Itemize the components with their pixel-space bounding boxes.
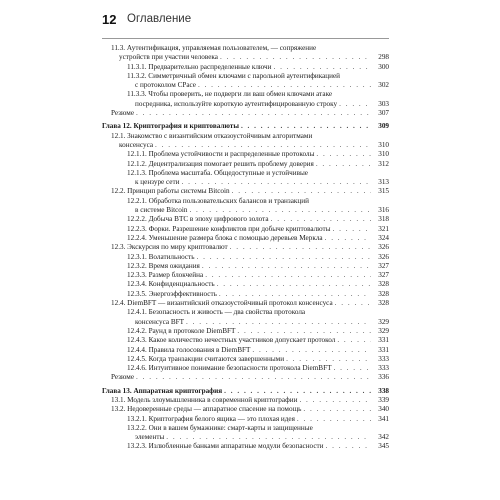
toc-entry-title: 12.2.3. Форки. Разрешение конфликтов при добыче криптовалюты: [127, 224, 331, 233]
toc-entry: [102, 373, 389, 382]
toc-entry-title: 12.4.4. Правила голосования в DiemBFT: [127, 345, 251, 354]
toc-page-number: 345: [378, 442, 389, 451]
toc-entry-title: 12.4.5. Когда транзакции считаются завершенными: [127, 354, 285, 363]
toc-page-number: 307: [378, 109, 389, 118]
toc-entry: [102, 336, 389, 345]
leader-dots: [316, 150, 371, 159]
toc-entry: [102, 415, 389, 424]
running-title: Оглавление: [127, 13, 192, 25]
toc-entry-title-cont: консенсуса BFT: [135, 317, 185, 326]
toc-entry-title: 12.4.1. Безопасность и живость — два свойства протокола: [127, 308, 306, 317]
toc-entry: [102, 160, 389, 169]
leader-dots: [224, 387, 371, 396]
toc-entry: [102, 44, 389, 63]
leader-dots: [333, 364, 371, 373]
leader-dots: [299, 396, 371, 405]
toc-page-number: 340: [378, 405, 389, 414]
toc-entry-title: 12.2. Принцип работы системы Bitcoin: [111, 187, 230, 196]
toc-entry: [102, 442, 389, 451]
toc-page-number: 300: [378, 62, 389, 71]
toc-page-number: 316: [378, 206, 389, 215]
toc-page-number: 326: [378, 252, 389, 261]
toc-page-number: 331: [378, 336, 389, 345]
toc-entry-title-cont: консенсуса: [119, 140, 154, 149]
leader-dots: [198, 81, 371, 90]
leader-dots: [325, 234, 371, 243]
toc-entry-title: 12.4.2. Раунд в протоколе DiemBFT: [127, 326, 236, 335]
toc-entry-title: Глава 12. Криптография и криптовалюты: [102, 122, 239, 131]
toc-page-number: 328: [378, 280, 389, 289]
toc-entry: [102, 109, 389, 118]
toc-page-number: 327: [378, 271, 389, 280]
toc-entry-title: 13.2.3. Излюбленные банками аппаратные модули безопасности: [127, 442, 324, 451]
toc-page-number: 318: [378, 215, 389, 224]
toc-entry: [102, 253, 389, 262]
toc-page-number: 310: [378, 150, 389, 159]
leader-dots: [136, 373, 371, 382]
toc-entry: [102, 346, 389, 355]
toc-entry-title-cont: с протоколом CPace: [135, 81, 196, 90]
toc-entry: [102, 243, 389, 252]
toc-entry-title: 13.2.2. Они в вашем бумажнике: смарт-карты и защищенные: [127, 423, 313, 432]
leader-dots: [333, 225, 371, 234]
table-of-contents: [102, 44, 389, 452]
toc-page-number: 333: [378, 354, 389, 363]
toc-page-number: 339: [378, 395, 389, 404]
toc-page-number: 302: [378, 81, 389, 90]
leader-dots: [237, 327, 371, 336]
toc-chapter: [102, 387, 389, 396]
leader-dots: [286, 355, 371, 364]
toc-page-number: 298: [378, 53, 389, 62]
toc-entry: [102, 215, 389, 224]
toc-entry-title: Резюме: [111, 373, 135, 382]
toc-page-number: 336: [378, 373, 389, 382]
leader-dots: [335, 299, 371, 308]
toc-page-number: 315: [378, 187, 389, 196]
toc-page-number: 303: [378, 99, 389, 108]
toc-entry-title: 11.3. Аутентификация, управляемая пользователем, — сопряжение: [111, 44, 317, 52]
toc-entry-title-cont: устройств при участии человека: [119, 53, 218, 62]
toc-entry-title: 12.3.5. Энергоэффективность: [127, 289, 217, 298]
toc-entry: [102, 197, 389, 216]
toc-entry-title: 12.2.1. Обработка пользовательских балансов и транзакций: [127, 196, 309, 205]
toc-page-number: 341: [378, 414, 389, 423]
toc-entry: [102, 299, 389, 308]
toc-entry: [102, 262, 389, 271]
toc-page-number: 328: [378, 289, 389, 298]
toc-entry-title: 11.3.1. Предварительно распределенные ключи: [127, 62, 272, 71]
toc-entry: [102, 132, 389, 151]
toc-page-number: 342: [378, 433, 389, 442]
toc-entry-title: 11.3.2. Симметричный обмен ключами с парольной аутентификацией: [127, 71, 341, 80]
toc-page-number: 312: [378, 159, 389, 168]
toc-entry-title: Глава 13. Аппаратная криптография: [102, 386, 223, 395]
toc-page-number: 324: [378, 233, 389, 242]
leader-dots: [220, 53, 371, 62]
toc-entry-title: 12.4.3. Какое количество нечестных участников допускает протокол: [127, 336, 336, 345]
leader-dots: [166, 433, 371, 442]
toc-entry-title: 12.1.2. Децентрализация помогает решить проблему доверия: [127, 159, 314, 168]
toc-entry-title: 12.1. Знакомство с византийским отказоустойчивым алгоритмами: [111, 131, 313, 140]
toc-entry-title-cont: посредника, используйте короткую аутентифицированную строку: [135, 99, 338, 108]
toc-entry-title: 12.2.2. Добыча BTC в эпоху цифрового золота: [127, 215, 269, 224]
toc-entry-title: 12.3.3. Размер блокчейна: [127, 271, 204, 280]
toc-page-number: 329: [378, 326, 389, 335]
page-number: 12: [102, 12, 117, 27]
toc-entry-title-cont: элементы: [135, 433, 165, 442]
toc-entry-title: 12.3. Экскурсия по миру криптовалют: [111, 243, 228, 252]
toc-page-number: 326: [378, 243, 389, 252]
toc-page-number: 329: [378, 317, 389, 326]
toc-entry: [102, 90, 389, 109]
toc-entry-title: 12.3.4. Конфиденциальность: [127, 280, 215, 289]
header-divider: [102, 38, 389, 39]
leader-dots: [339, 100, 371, 109]
toc-entry-title: 11.3.3. Чтобы проверить, не подверги ли ваш обмен ключами атаке: [127, 90, 333, 99]
leader-dots: [205, 271, 371, 280]
toc-entry: [102, 327, 389, 336]
leader-dots: [197, 253, 371, 262]
toc-entry-title: 12.3.2. Время ожидания: [127, 261, 200, 270]
leader-dots: [273, 63, 371, 72]
toc-page-number: 328: [378, 299, 389, 308]
toc-entry: [102, 234, 389, 243]
toc-entry: [102, 424, 389, 443]
toc-chapter: [102, 122, 389, 131]
toc-entry: [102, 405, 389, 414]
toc-entry: [102, 308, 389, 327]
leader-dots: [202, 262, 371, 271]
toc-page-number: 309: [378, 122, 389, 131]
leader-dots: [337, 336, 371, 345]
toc-entry-title: 13.2.1. Криптография белого ящика — это плохая идея: [127, 414, 295, 423]
toc-entry: [102, 355, 389, 364]
toc-entry: [102, 150, 389, 159]
toc-entry: [102, 280, 389, 289]
toc-entry-title: 12.4. DiemBFT — византийский отказоустойчивый протокол консенсуса: [111, 299, 333, 308]
toc-entry-title: 12.3.1. Волатильность: [127, 252, 195, 261]
toc-page-number: 338: [378, 386, 389, 395]
toc-page-number: 327: [378, 261, 389, 270]
toc-entry-title: 13.1. Модель злоумышленника в современной криптографии: [111, 395, 298, 404]
leader-dots: [182, 178, 372, 187]
toc-page-number: 321: [378, 224, 389, 233]
toc-entry-title: 12.1.1. Проблема устойчивости и распределенные протоколы: [127, 150, 315, 159]
toc-page-number: 331: [378, 345, 389, 354]
toc-entry: [102, 63, 389, 72]
toc-entry: [102, 396, 389, 405]
toc-entry-title: 12.1.3. Проблема масштаба. Общедоступные и устойчивые: [127, 168, 308, 177]
leader-dots: [155, 141, 371, 150]
toc-entry: [102, 364, 389, 373]
leader-dots: [252, 346, 371, 355]
leader-dots: [326, 442, 371, 451]
toc-page-number: 333: [378, 364, 389, 373]
leader-dots: [241, 122, 371, 131]
leader-dots: [232, 187, 371, 196]
toc-entry: [102, 290, 389, 299]
toc-entry: [102, 72, 389, 91]
toc-entry-title: 12.2.4. Уменьшение размера блока с помощью деревьев Меркла: [127, 233, 323, 242]
leader-dots: [136, 109, 371, 118]
leader-dots: [230, 243, 371, 252]
toc-entry: [102, 225, 389, 234]
toc-page-number: 310: [378, 140, 389, 149]
toc-entry: [102, 187, 389, 196]
toc-entry: [102, 169, 389, 188]
page-header: [0, 0, 500, 40]
leader-dots: [189, 206, 371, 215]
leader-dots: [217, 280, 371, 289]
toc-entry-title: Резюме: [111, 109, 135, 118]
leader-dots: [271, 215, 371, 224]
leader-dots: [303, 405, 371, 414]
leader-dots: [186, 318, 371, 327]
leader-dots: [297, 415, 371, 424]
leader-dots: [219, 290, 371, 299]
toc-page-number: 313: [378, 178, 389, 187]
toc-entry-title: 12.4.6. Интуитивное понимание безопасности протокола DiemBFT: [127, 364, 332, 373]
toc-entry-title-cont: к цензуре сети: [135, 178, 180, 187]
toc-entry-title-cont: в системе Bitcoin: [135, 206, 188, 215]
toc-entry: [102, 271, 389, 280]
leader-dots: [316, 160, 371, 169]
toc-entry-title: 13.2. Недоверенные среды — аппаратное спасение на помощь: [111, 405, 302, 414]
